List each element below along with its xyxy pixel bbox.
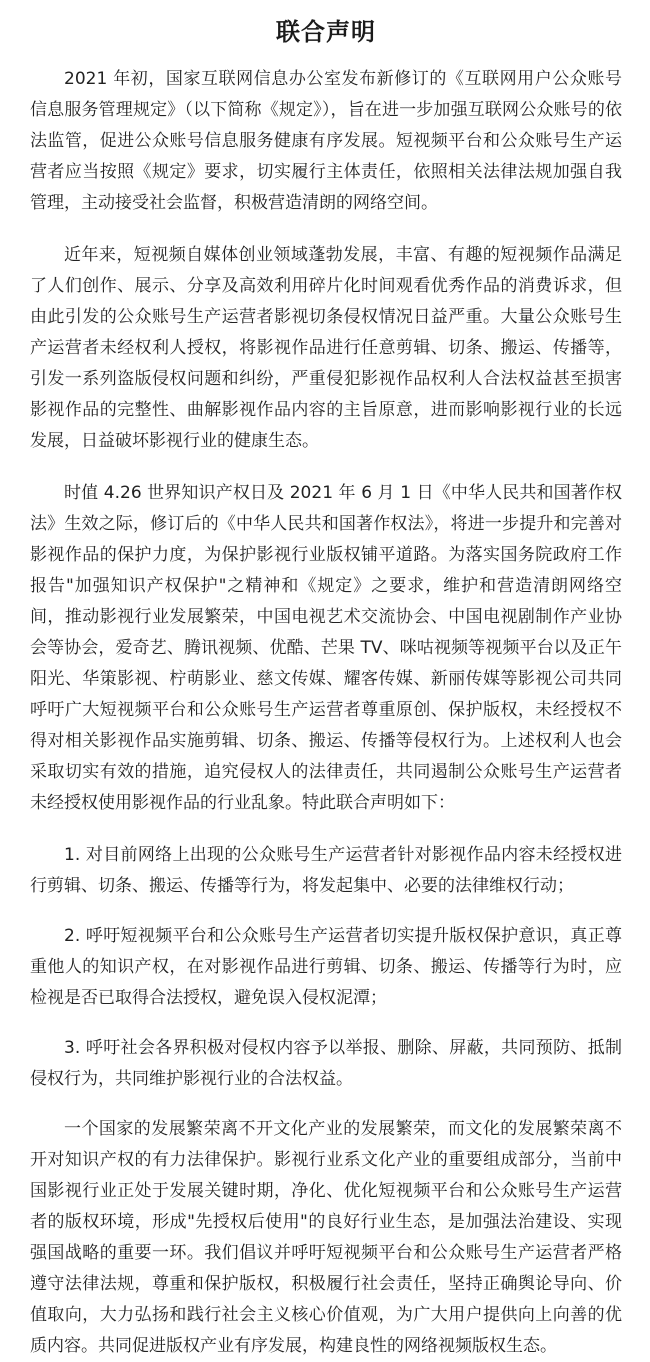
paragraph-conclusion: 一个国家的发展繁荣离不开文化产业的发展繁荣，而文化的发展繁荣离不开对知识产权的有力法律保护。影视行业系文化产业的重要组成部分，当前中国影视行业正处于发展关键时期，净化、优化短视频平台和公众账号生产运营者的版权环境，形成"先授权后使用"的良好行业生态，是加强法治建设、实现强国战略的重要一环。我们倡议并呼吁短视频平台和公众账号生产运营者严格遵守法律法规，尊重和保护版权，积极履行社会责任，坚持正确舆论导向、价值取向，大力弘扬和践行社会主义核心价值观，为广大用户提供向上向善的优质内容。共同促进版权产业有序发展，构建良性的网络视频版权生态。: [30, 1119, 622, 1356]
paragraph-background: 2021 年初，国家互联网信息办公室发布新修订的《互联网用户公众账号信息服务管理规定》（以下简称《规定》），旨在进一步加强互联网公众账号的依法监管，促进公众账号信息服务健康有序发展。短视频平台和公众账号生产运营者应当按照《规定》要求，切实履行主体责任，依照相关法律法规加强自我管理，主动接受社会监督，积极营造清朗的网络空间。: [30, 69, 622, 213]
declaration-item-3: 3. 呼吁社会各界积极对侵权内容予以举报、删除、屏蔽，共同预防、抵制侵权行为，共同维护影视行业的合法权益。: [30, 1038, 622, 1089]
paragraph-declaration-intro: 时值 4.26 世界知识产权日及 2021 年 6 月 1 日《中华人民共和国著作权法》生效之际，修订后的《中华人民共和国著作权法》，将进一步提升和完善对影视作品的保护力度，为保护影视行业版权铺平道路。为落实国务院政府工作报告"加强知识产权保护"之精神和《规定》之要求，维护和营造清朗网络空间，推动影视行业发展繁荣，中国电视艺术交流协会、中国电视剧制作产业协会等协会，爱奇艺、腾讯视频、优酷、芒果 TV、咪咕视频等视频平台以及正午阳光、华策影视、柠萌影业、慈文传媒、耀客传媒、新丽传媒等影视公司共同呼吁广大短视频平台和公众账号生产运营者尊重原创、保护版权，未经授权不得对相关影视作品实施剪辑、切条、搬运、传播等侵权行为。上述权利人也会采取切实有效的措施，追究侵权人的法律责任，共同遏制公众账号生产运营者未经授权使用影视作品的行业乱象。特此联合声明如下：: [30, 483, 622, 813]
paragraph-problem: 近年来，短视频自媒体创业领域蓬勃发展，丰富、有趣的短视频作品满足了人们创作、展示、分享及高效利用碎片化时间观看优秀作品的消费诉求，但由此引发的公众账号生产运营者影视切条侵权情况日益严重。大量公众账号生产运营者未经权利人授权，将影视作品进行任意剪辑、切条、搬运、传播等，引发一系列盗版侵权问题和纠纷，严重侵犯影视作品权利人合法权益甚至损害影视作品的完整性、曲解影视作品内容的主旨原意，进而影响影视行业的长远发展，日益破坏影视行业的健康生态。: [30, 245, 622, 451]
declaration-item-2: 2. 呼吁短视频平台和公众账号生产运营者切实提升版权保护意识，真正尊重他人的知识产权，在对影视作品进行剪辑、切条、搬运、传播等行为时，应检视是否已取得合法授权，避免误入侵权泥潭；: [30, 926, 622, 1008]
declaration-item-1: 1. 对目前网络上出现的公众账号生产运营者针对影视作品内容未经授权进行剪辑、切条、搬运、传播等行为，将发起集中、必要的法律维权行动；: [30, 845, 622, 896]
document-title: 联合声明: [276, 18, 376, 46]
